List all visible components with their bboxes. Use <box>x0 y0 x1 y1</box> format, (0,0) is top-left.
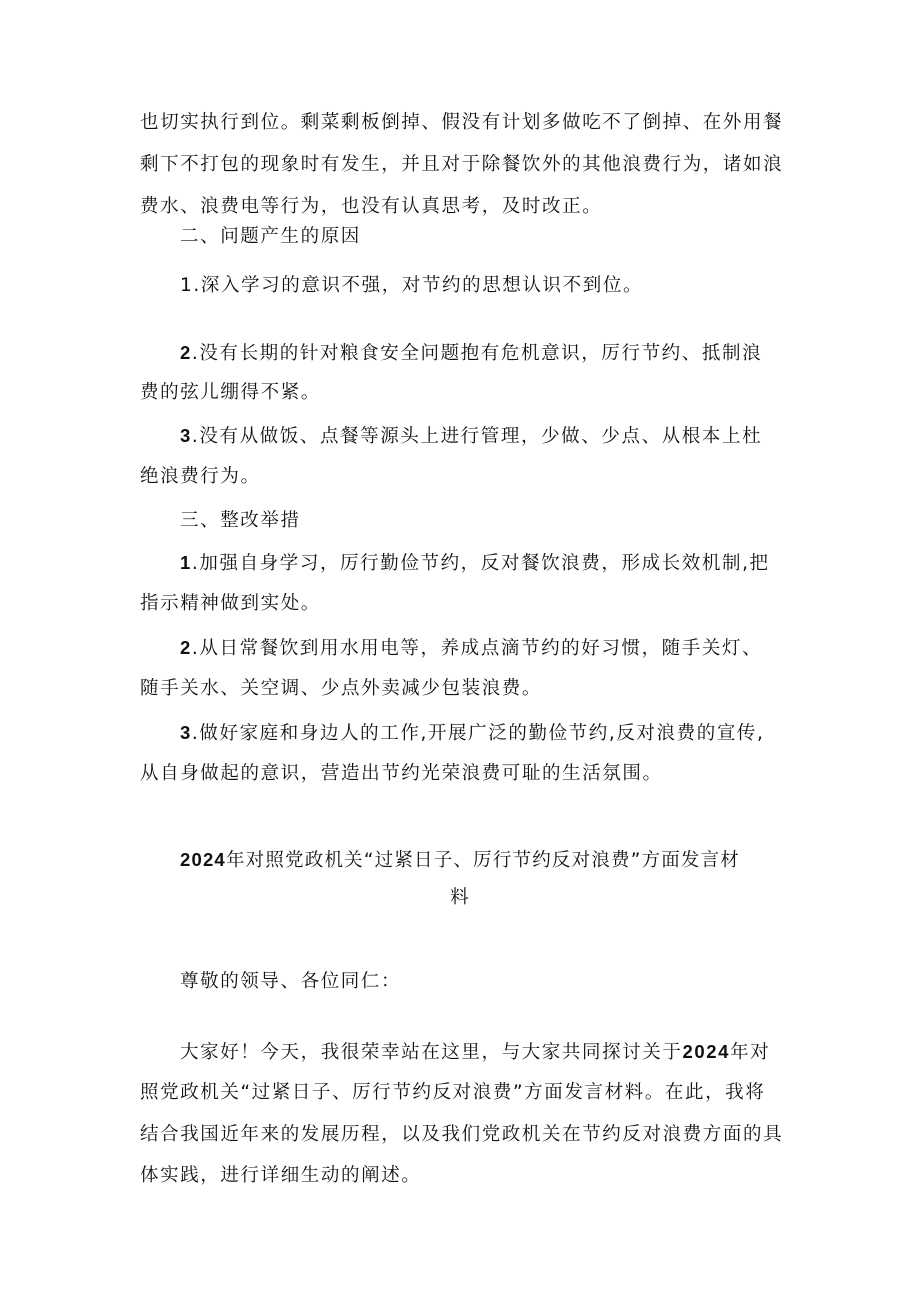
paragraph-line: 照党政机关“过紧日子、厉行节约反对浪费”方面发言材料。在此，我将 <box>140 1082 766 1103</box>
list-text: .没有从做饭、点餐等源头上进行管理，少做、少点、从根本上杜 <box>191 426 763 447</box>
list-item: 1.深入学习的意识不强，对节约的思想认识不到位。 <box>180 275 644 296</box>
paragraph-line: 也切实执行到位。剩菜剩板倒掉、假没有计划多做吃不了倒掉、在外用餐 <box>140 112 784 133</box>
body-year: 2024 <box>682 1041 731 1062</box>
title-year: 2024 <box>179 849 226 870</box>
list-item <box>180 636 762 661</box>
body-text: 年对 <box>730 1042 771 1063</box>
list-number: 2 <box>180 637 192 658</box>
paragraph-line <box>180 1040 770 1065</box>
paragraph-line: 剩下不打包的现象时有发生，并且对于除餐饮外的其他浪费行为，诸如浪 <box>140 154 784 175</box>
paragraph-line: 体实践，进行详细生动的阐述。 <box>140 1165 422 1186</box>
greeting: 尊敬的领导、各位同仁： <box>180 971 402 992</box>
list-item-continuation: 从自身做起的意识，营造出节约光荣浪费可耻的生活氛围。 <box>140 763 663 784</box>
list-item <box>180 721 765 746</box>
title-text: 年对照党政机关“过紧日子、厉行节约反对浪费”方面发言材 <box>225 850 741 871</box>
body-text: 大家好！今天，我很荣幸站在这里，与大家共同探讨关于 <box>180 1042 683 1063</box>
list-item <box>180 551 770 576</box>
list-text: .做好家庭和身边人的工作,开展广泛的勤俭节约,反对浪费的宣传, <box>191 723 765 744</box>
document-title-continuation: 料 <box>450 887 470 908</box>
list-number: 2 <box>180 342 192 363</box>
list-item-continuation: 绝浪费行为。 <box>140 466 261 487</box>
list-item <box>180 341 762 366</box>
section-heading: 三、整改举措 <box>180 510 301 531</box>
list-number: 3 <box>180 722 192 743</box>
document-title <box>0 848 920 873</box>
list-item <box>180 424 762 449</box>
paragraph-line: 费水、浪费电等行为，也没有认真思考，及时改正。 <box>140 196 603 217</box>
list-item-continuation: 指示精神做到实处。 <box>140 593 321 614</box>
list-number: 3 <box>180 425 192 446</box>
section-heading: 二、问题产生的原因 <box>180 226 361 247</box>
list-number: 1 <box>180 552 192 573</box>
paragraph-line: 结合我国近年来的发展历程，以及我们党政机关在节约反对浪费方面的具 <box>140 1124 784 1145</box>
list-text: .从日常餐饮到用水用电等，养成点滴节约的好习惯，随手关灯、 <box>191 638 763 659</box>
list-item-continuation: 随手关水、关空调、少点外卖减少包装浪费。 <box>140 678 543 699</box>
list-text: .没有长期的针对粮食安全问题抱有危机意识，厉行节约、抵制浪 <box>191 343 763 364</box>
list-text: .加强自身学习，厉行勤俭节约，反对餐饮浪费，形成长效机制,把 <box>191 553 770 574</box>
list-item-continuation: 费的弦儿绷得不紧。 <box>140 382 321 403</box>
